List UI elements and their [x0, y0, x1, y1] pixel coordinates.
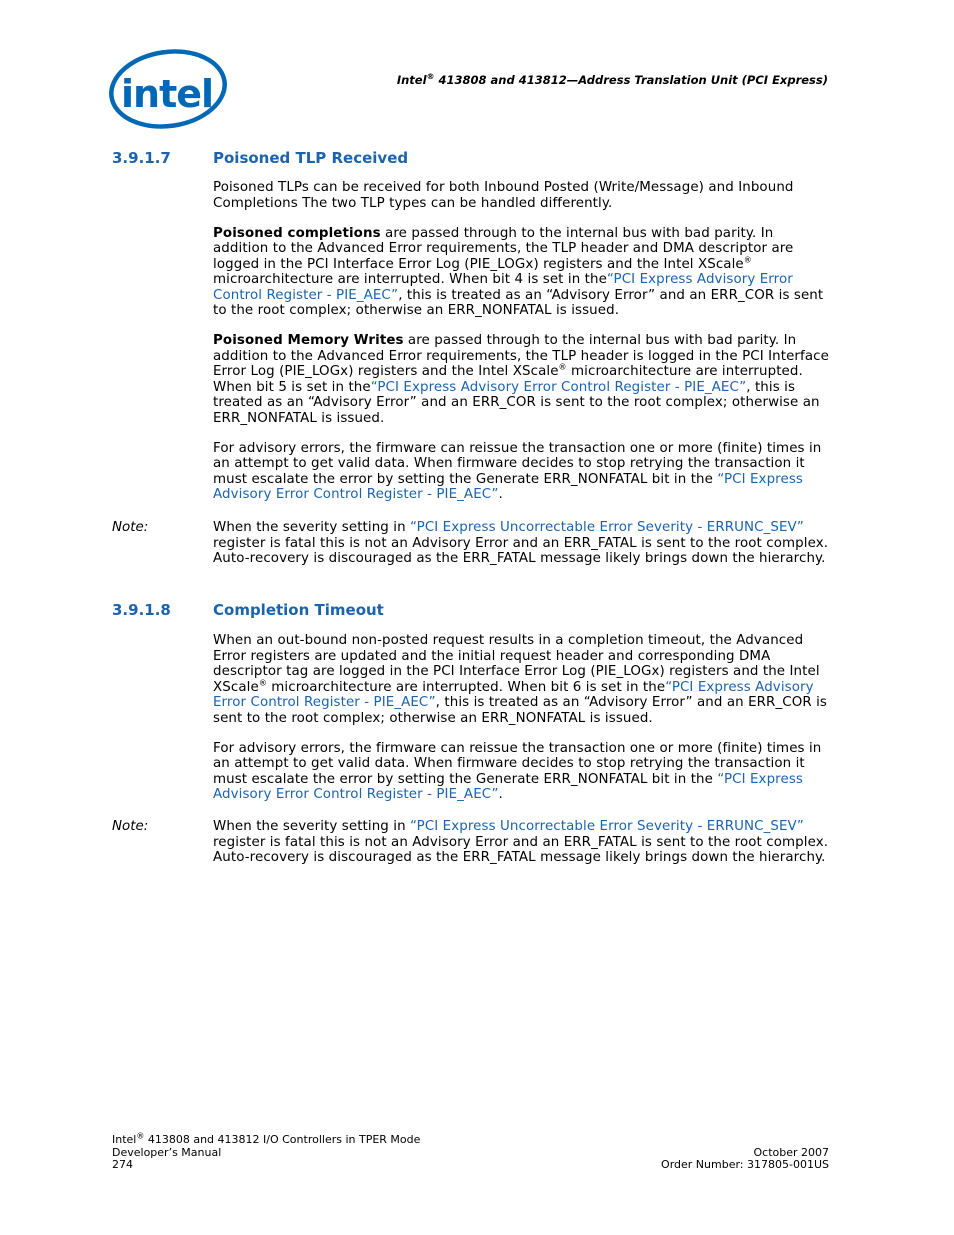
- cross-reference-link[interactable]: “PCI Express Advisory Error Control Register - PIE_AEC”: [370, 379, 747, 395]
- paragraph: For advisory errors, the firmware can reissue the transaction one or more (finite) times in an attempt to get valid data. When firmware decides to stop retrying the transaction it must escalate the error by setting the Generate ERR_NONFATAL bit in the “PCI Express Advisory Error Control Register - PIE_AEC”.: [213, 440, 822, 502]
- term-bold: Poisoned Memory Writes: [213, 333, 404, 348]
- paragraph: Poisoned TLPs can be received for both Inbound Posted (Write/Message) and Inbound Completions The two TLP types can be handled differently.: [213, 180, 794, 211]
- section-title: Completion Timeout: [213, 601, 384, 619]
- note-body: When the severity setting in “PCI Express Uncorrectable Error Severity - ERRUNC_SEV” register is fatal this is not an Advisory Error and an ERR_FATAL is sent to the root complex. Auto-recovery is discouraged as the ERR_FATAL message likely brings down the hierarchy.: [213, 520, 829, 566]
- section-number: 3.9.1.7: [112, 149, 171, 167]
- note-body: When the severity setting in “PCI Express Uncorrectable Error Severity - ERRUNC_SEV” register is fatal this is not an Advisory Error and an ERR_FATAL is sent to the root complex. Auto-recovery is discouraged as the ERR_FATAL message likely brings down the hierarchy.: [213, 819, 829, 865]
- cross-reference-link[interactable]: “PCI Express Uncorrectable Error Severity - ERRUNC_SEV”: [410, 819, 804, 834]
- footer-date: October 2007: [753, 1145, 829, 1159]
- logo-text: intel: [121, 72, 214, 116]
- section-number: 3.9.1.8: [112, 601, 171, 619]
- paragraph: Poisoned completions are passed through to the internal bus with bad parity. In addition to the Advanced Error requirements, the TLP header and DMA descriptor are logged in the PCI Interface Error Log (PIE_LOGx) registers and the Intel XScale® microarchitecture are interrupted. When bit 4 is set in the“PCI Express Advisory Error Control Register - PIE_AEC”, this is treated as an “Advisory Error” and an ERR_COR is sent to the root complex; otherwise an ERR_NONFATAL is issued.: [213, 225, 824, 318]
- intel-logo: [108, 48, 228, 130]
- running-header: [397, 73, 828, 87]
- section-heading-poisoned-tlp: [112, 149, 408, 167]
- page-number: 274: [112, 1158, 133, 1171]
- section-body-completion-timeout: [213, 633, 831, 817]
- section-body-poisoned-tlp: [213, 180, 831, 517]
- section-title: Poisoned TLP Received: [213, 149, 409, 167]
- cross-reference-link[interactable]: “PCI Express Advisory Error Control Register - PIE_AEC”: [213, 471, 803, 502]
- footer-right: [661, 1134, 829, 1172]
- header-brand: Intel: [396, 73, 427, 87]
- paragraph: For advisory errors, the firmware can reissue the transaction one or more (finite) times in an attempt to get valid data. When firmware decides to stop retrying the transaction it must escalate the error by setting the Generate ERR_NONFATAL bit in the “PCI Express Advisory Error Control Register - PIE_AEC”.: [213, 740, 822, 802]
- header-title: 413808 and 413812—Address Translation Unit (PCI Express): [434, 73, 828, 87]
- paragraph: When an out-bound non-posted request results in a completion timeout, the Advanced Error registers are updated and the initial request header and corresponding DMA descriptor tag are logged in the PCI Interface Error Log (PIE_LOGx) registers and the Intel XScale® microarchitecture are interrupted. When bit 6 is set in the“PCI Express Advisory Error Control Register - PIE_AEC”, this is treated as an “Advisory Error” and an ERR_COR is sent to the root complex; otherwise an ERR_NONFATAL is issued.: [213, 633, 828, 726]
- cross-reference-link[interactable]: “PCI Express Advisory Error Control Register - PIE_AEC”: [213, 771, 803, 802]
- footer-left: Intel® 413808 and 413812 I/O Controllers in TPER Mode Developer’s Manual 274: [112, 1131, 421, 1171]
- footer-order-number: Order Number: 317805-001US: [661, 1158, 829, 1171]
- footer-doc-title: 413808 and 413812 I/O Controllers in TPER Mode: [144, 1133, 421, 1146]
- cross-reference-link[interactable]: “PCI Express Uncorrectable Error Severity - ERRUNC_SEV”: [410, 520, 804, 535]
- section-heading-completion-timeout: [112, 601, 384, 619]
- note-label: Note:: [112, 819, 149, 834]
- footer-manual-type: Developer’s Manual: [112, 1145, 222, 1159]
- paragraph: Poisoned Memory Writes are passed through to the internal bus with bad parity. In addition to the Advanced Error requirements, the TLP header is logged in the PCI Interface Error Log (PIE_LOGx) registers and the Intel XScale® microarchitecture are interrupted. When bit 5 is set in the“PCI Express Advisory Error Control Register - PIE_AEC”, this is treated as an “Advisory Error” and an ERR_COR is sent to the root complex; otherwise an ERR_NONFATAL is issued.: [213, 333, 829, 426]
- cross-reference-link[interactable]: “PCI Express Advisory Error Control Register - PIE_AEC”: [213, 272, 793, 303]
- footer-brand: Intel: [112, 1133, 137, 1146]
- cross-reference-link[interactable]: “PCI Express Advisory Error Control Register - PIE_AEC”: [213, 679, 814, 710]
- term-bold: Poisoned completions: [213, 225, 381, 241]
- note-label: Note:: [112, 520, 149, 535]
- registered-mark: ®: [426, 72, 435, 82]
